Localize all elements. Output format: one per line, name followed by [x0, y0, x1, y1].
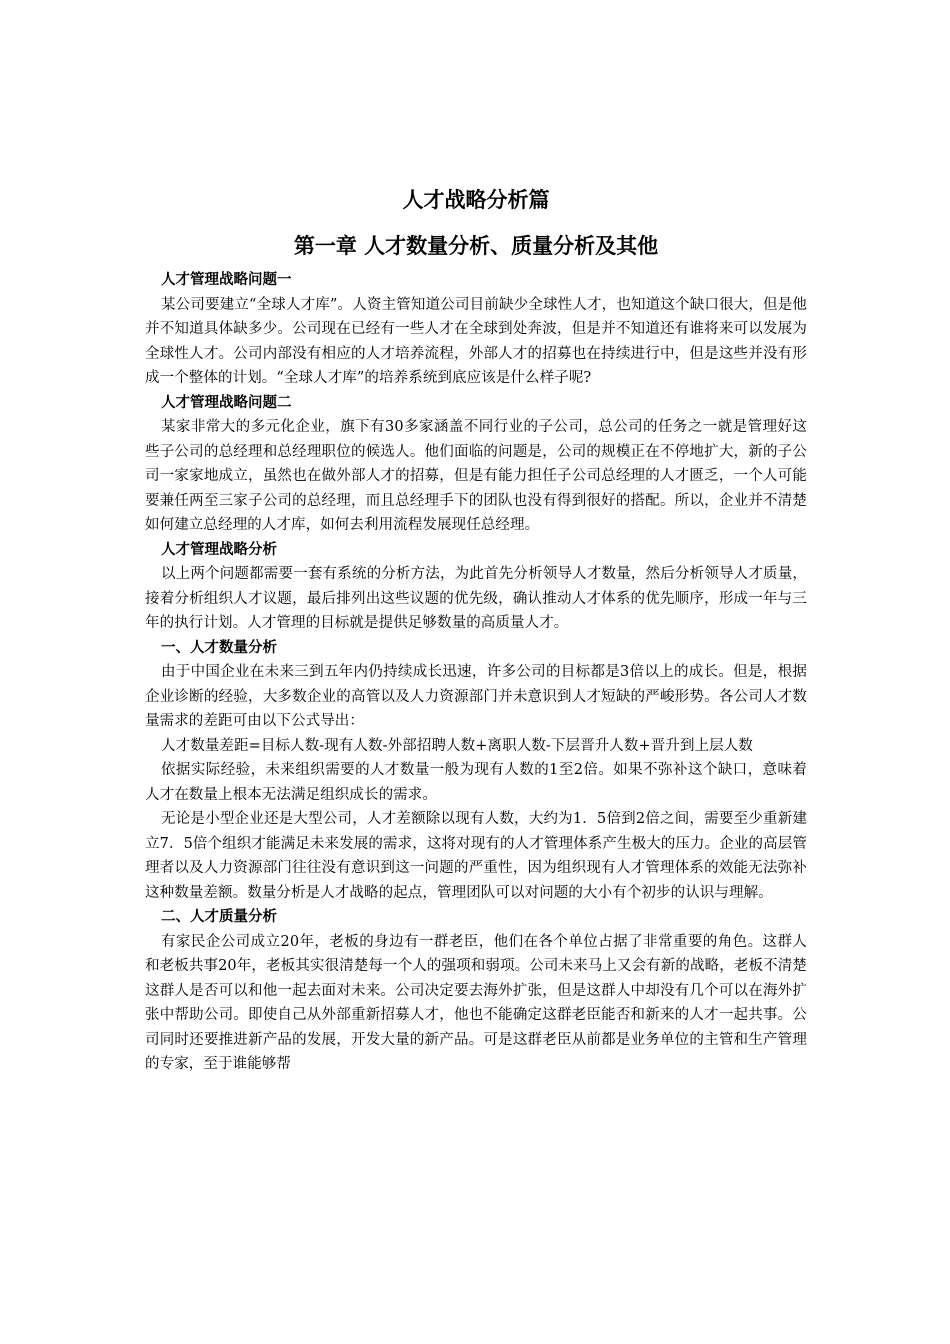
paragraph-quantity-3: 无论是小型企业还是大型公司，人才差额除以现有人数，大约为1．5倍到2倍之间，需要至少重新建立7．5倍个组织才能满足未来发展的需求，这将对现有的人才管理体系产生极大的压力。企业的高层管理者以及人力资源部门往往没有意识到这一问题的严重性，因为组织现有人才管理体系的效能无法弥补这种数量差额。数量分析是人才战略的起点，管理团队可以对问题的大小有个初步的认识与理解。 [145, 811, 807, 901]
section-heading-q1: 人才管理战略问题一 [161, 272, 292, 288]
paragraph-q1: 某公司要建立“全球人才库”。人资主管知道公司目前缺少全球性人才，也知道这个缺口很大，但是他并不知道具体缺多少。公司现在已经有一些人才在全球到处奔波，但是并不知道还有谁将来可以发展为全球性人才。公司内部没有相应的人才培养流程，外部人才的招募也在持续进行中，但是这些并没有形成一个整体的计划。“全球人才库”的培养系统到底应该是什么样子呢? [145, 296, 807, 386]
chapter-title: 第一章 人才数量分析、质量分析及其他 [293, 234, 659, 258]
document-title: 人才战略分析篇 [402, 188, 550, 212]
section-heading-quality: 二、人才质量分析 [161, 909, 277, 925]
paragraph-q2: 某家非常大的多元化企业，旗下有30多家涵盖不同行业的子公司，总公司的任务之一就是管理好这些子公司的总经理和总经理职位的候选人。他们面临的问题是，公司的规模正在不停地扩大，新的子公司一家家地成立，虽然也在做外部人才的招募，但是有能力担任子公司总经理的人才匮乏，一个人可能要兼任两至三家子公司的总经理，而且总经理手下的团队也没有得到很好的搭配。所以，企业并不清楚如何建立总经理的人才库，如何去利用流程发展现任总经理。 [145, 419, 807, 533]
section-heading-quantity: 一、人才数量分析 [161, 639, 277, 656]
paragraph-quantity-formula: 人才数量差距=目标人数-现有人数-外部招聘人数+离职人数-下层晋升人数+晋升到上层人数 [161, 737, 753, 754]
paragraph-quality-1: 有家民企公司成立20年，老板的身边有一群老臣，他们在各个单位占据了非常重要的角色。这群人和老板共事20年，老板其实很清楚每一个人的强项和弱项。公司未来马上又会有新的战略，老板不清楚这群人是否可以和他一起去面对未来。公司决定要去海外扩张，但是这群人中却没有几个可以在海外扩张中帮助公司。即使自己从外部重新招募人才，他也不能确定这群老臣能否和新来的人才一起共事。公司同时还要推进新产品的发展，开发大量的新产品。可是这群老臣从前都是业务单位的主管和生产管理的专家，至于谁能够帮 [145, 933, 807, 1072]
paragraph-quantity-2: 依据实际经验，未来组织需要的人才数量一般为现有人数的1至2倍。如果不弥补这个缺口，意味着人才在数量上根本无法满足组织成长的需求。 [145, 762, 807, 803]
paragraph-analysis: 以上两个问题都需要一套有系统的分析方法，为此首先分析领导人才数量，然后分析领导人才质量，接着分析组织人才议题，最后排列出这些议题的优先级，确认推动人才体系的优先顺序，形成一年与三年的执行计划。人才管理的目标就是提供足够数量的高质量人才。 [145, 566, 807, 631]
document-page [145, 184, 807, 1077]
section-heading-q2: 人才管理战略问题二 [161, 394, 292, 411]
section-heading-analysis: 人才管理战略分析 [161, 541, 277, 558]
paragraph-quantity-1: 由于中国企业在未来三到五年内仍持续成长迅速，许多公司的目标都是3倍以上的成长。但是，根据企业诊断的经验，大多数企业的高管以及人力资源部门并未意识到人才短缺的严峻形势。各公司人才数量需求的差距可由以下公式导出： [145, 664, 807, 729]
